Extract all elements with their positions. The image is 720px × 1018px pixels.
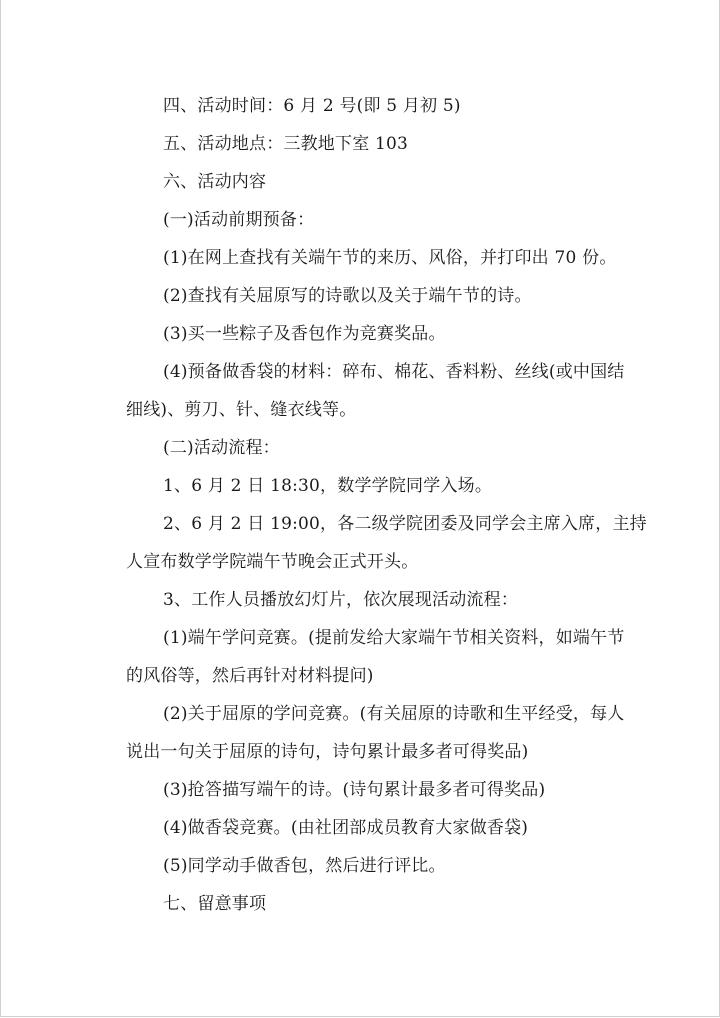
paragraph-line: 五、活动地点：三教地下室 103 xyxy=(163,134,409,154)
list-item: (2)查找有关屈原写的诗歌以及关于端午节的诗。 xyxy=(163,286,532,306)
section-heading: 七、留意事项 xyxy=(163,894,267,914)
list-item: (1)端午学问竞赛。(提前发给大家端午节相关资料，如端午节 xyxy=(163,628,625,648)
list-item: (4)做香袋竞赛。(由社团部成员教育大家做香袋) xyxy=(163,818,529,838)
list-item: (3)买一些粽子及香包作为竞赛奖品。 xyxy=(163,324,446,344)
list-item: 1、6 月 2 日 18:30，数学学院同学入场。 xyxy=(163,476,493,496)
list-item: 3、工作人员播放幻灯片，依次展现活动流程： xyxy=(163,590,519,610)
paragraph-line: 四、活动时间：6 月 2 号(即 5 月初 5) xyxy=(163,96,461,116)
list-item: (5)同学动手做香包，然后进行评比。 xyxy=(163,856,446,876)
list-item-continuation: 的风俗等，然后再针对材料提问) xyxy=(126,666,374,686)
list-item: (3)抢答描写端午的诗。(诗句累计最多者可得奖品) xyxy=(163,780,546,800)
list-item: (2)关于屈原的学问竞赛。(有关屈原的诗歌和生平经受，每人 xyxy=(163,704,625,724)
list-item-continuation: 人宣布数学学院端午节晚会正式开头。 xyxy=(126,552,419,572)
list-item: 2、6 月 2 日 19:00，各二级学院团委及同学会主席入席，主持 xyxy=(163,514,647,534)
list-item-continuation: 细线)、剪刀、针、缝衣线等。 xyxy=(126,400,357,420)
subsection-heading: (一)活动前期预备： xyxy=(163,210,315,230)
subsection-heading: (二)活动流程： xyxy=(163,438,280,458)
list-item-continuation: 说出一句关于屈原的诗句，诗句累计最多者可得奖品) xyxy=(126,742,529,762)
section-heading: 六、活动内容 xyxy=(163,172,267,192)
list-item: (4)预备做香袋的材料：碎布、棉花、香料粉、丝线(或中国结 xyxy=(163,362,625,382)
list-item: (1)在网上查找有关端午节的来历、风俗，并打印出 70 份。 xyxy=(163,248,617,268)
